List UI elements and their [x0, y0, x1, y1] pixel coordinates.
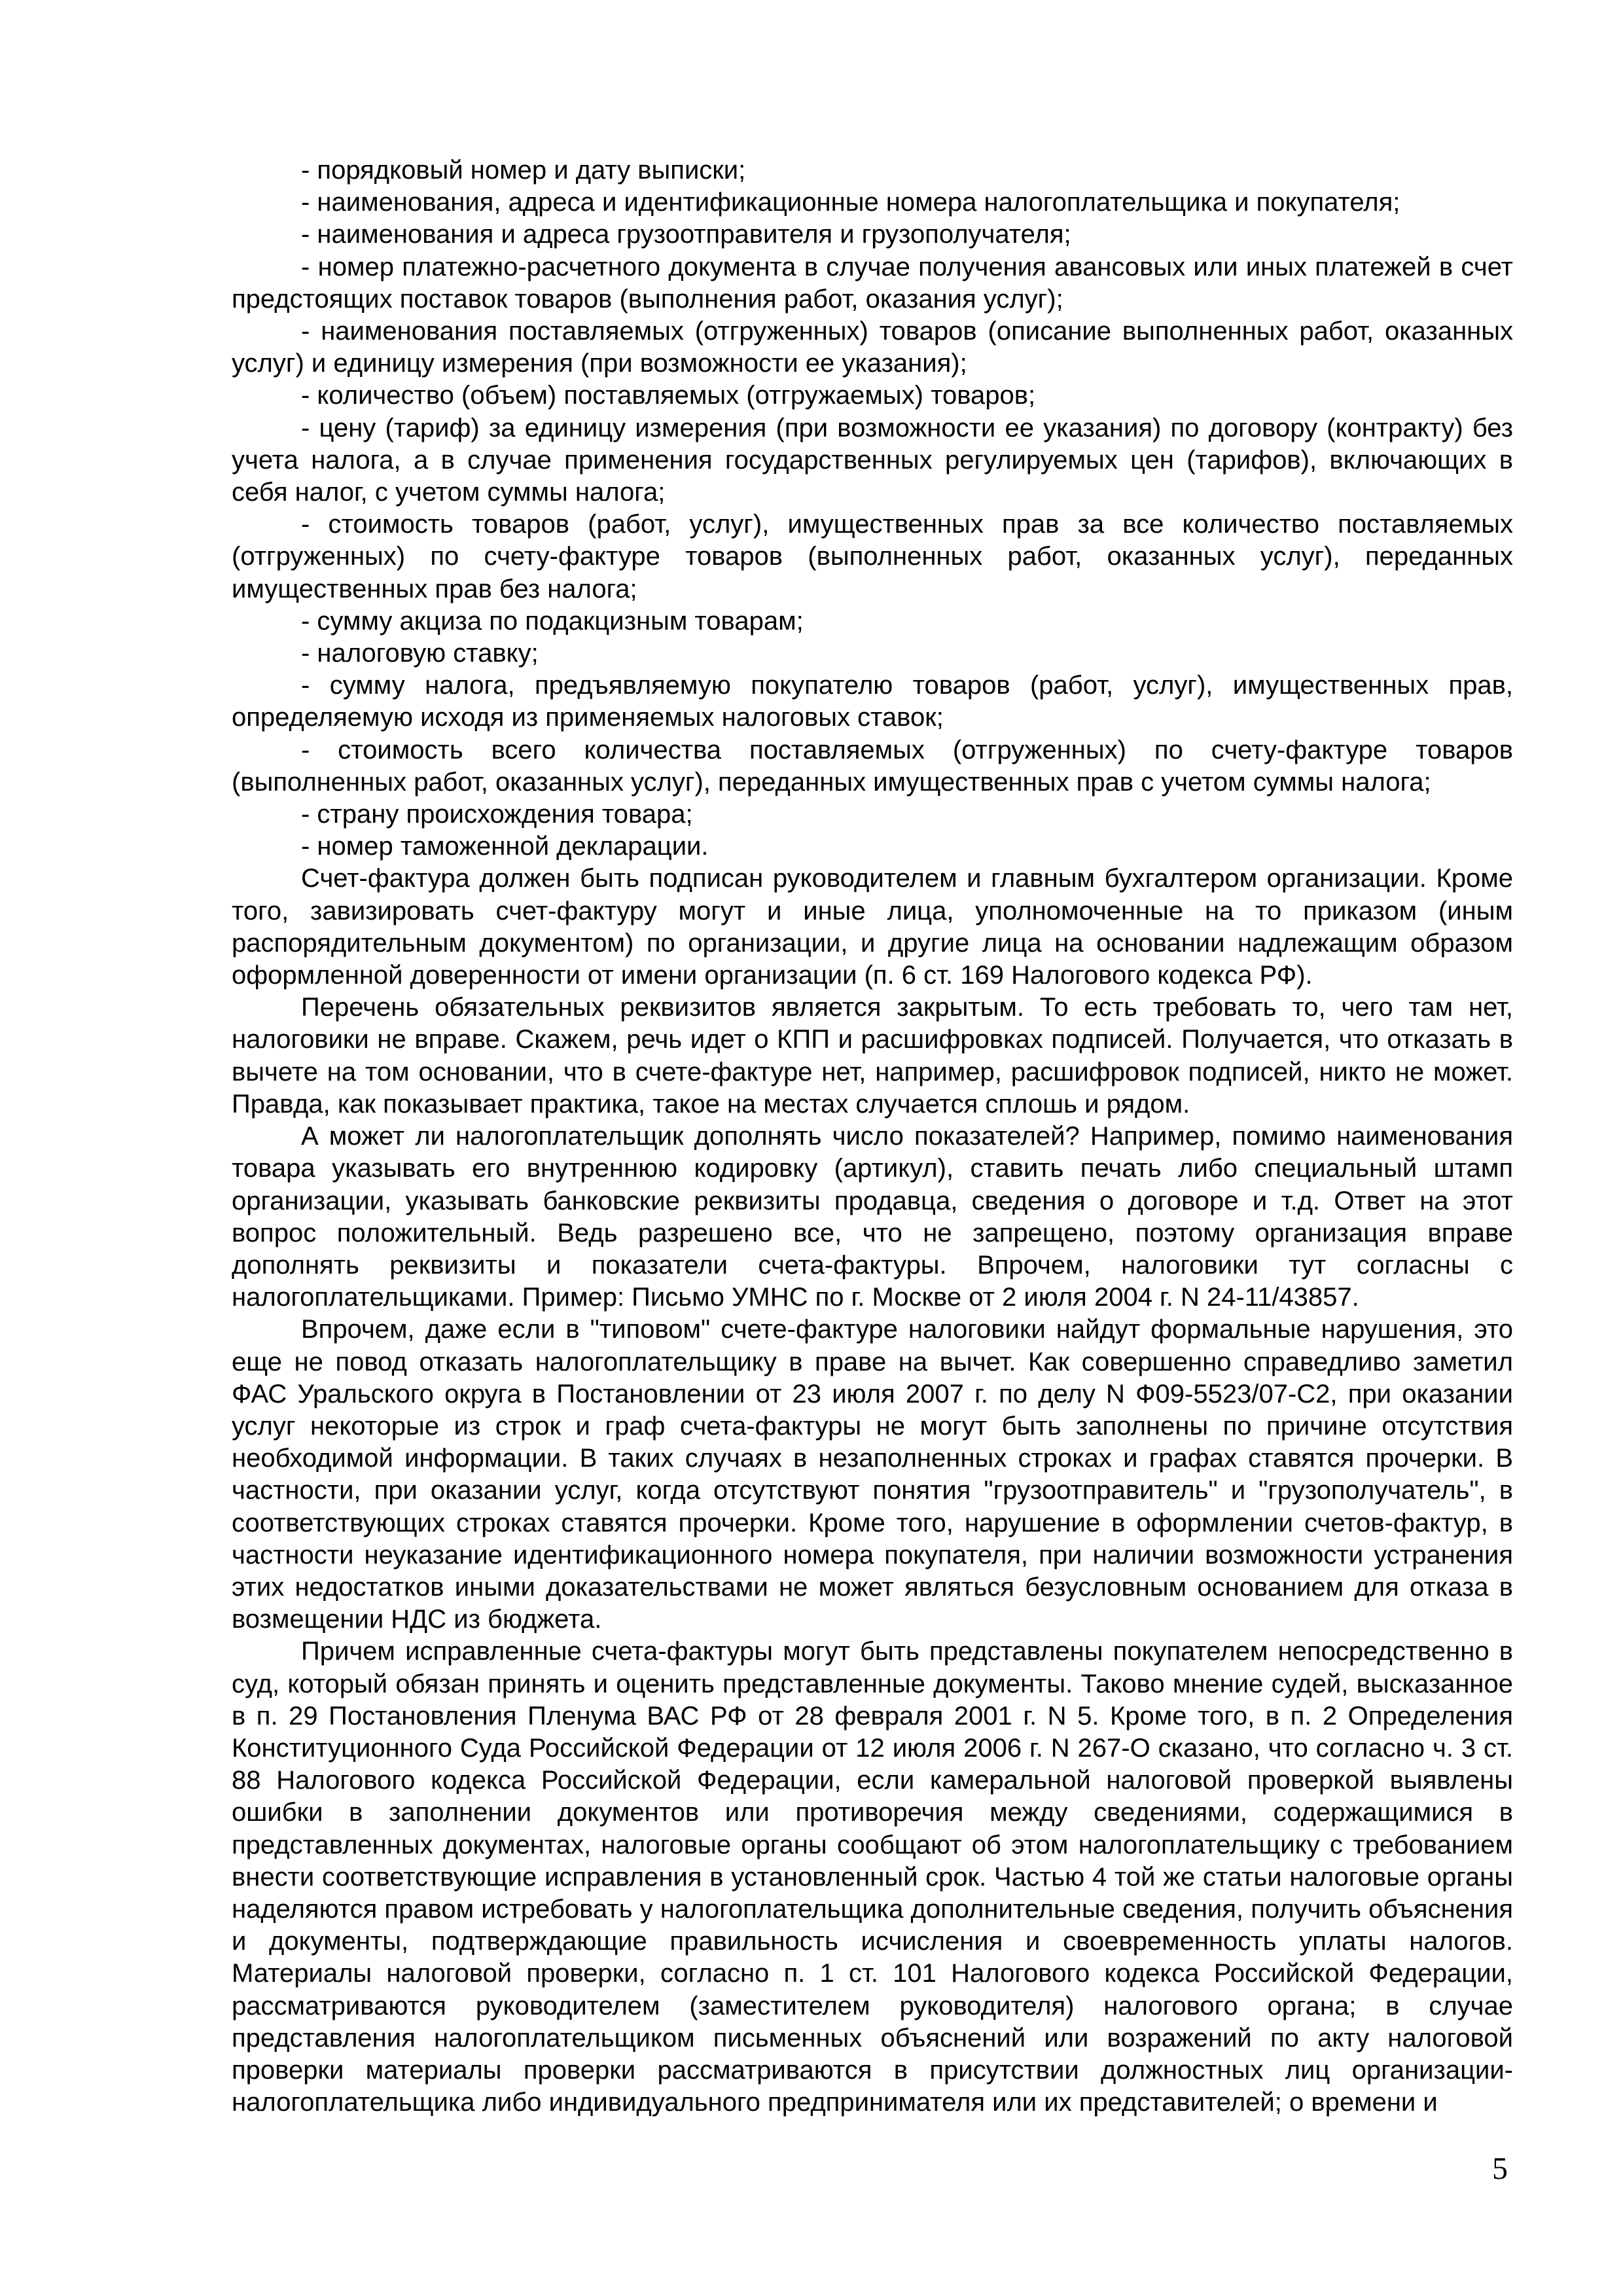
paragraph: - наименования поставляемых (отгруженных) товаров (описание выполненных работ, оказанных услуг) и единицу измерения (при возможности ее указания); [232, 317, 1513, 378]
paragraph: Причем исправленные счета-фактуры могут быть представлены покупателем непосредственно в суд, который обязан принять и оценить представленные документы. Таково мнение судей, высказанное в п. 29 Постановления Пленума ВАС РФ от 28 февраля 2001 г. N 5. Кроме того, в п. 2 Определения Конституционного Суда Российской Федерации от 12 июля 2006 г. N 267-О сказано, что согласно ч. 3 ст. 88 Налогового кодекса Российской Федерации, если камеральной налоговой проверкой выявлены ошибки в заполнении документов или противоречия между сведениями, содержащимися в представленных документах, налоговые органы сообщают об этом налогоплательщику с требованием внести соответствующие исправления в установленный срок. Частью 4 той же статьи налоговые органы наделяются правом истребовать у налогоплательщика дополнительные сведения, получить объяснения и документы, подтверждающие правильность исчисления и своевременность уплаты налогов. Материалы налоговой проверки, согласно п. 1 ст. 101 Налогового кодекса Российской Федерации, рассматриваются руководителем (заместителем руководителя) налогового органа; в случае представления налогоплательщиком письменных объяснений или возражений по акту налоговой проверки материалы проверки рассматриваются в присутствии должностных лиц организации-налогоплательщика либо индивидуального предпринимателя или их представителей; о времени и [232, 1637, 1513, 2117]
paragraph: - стоимость товаров (работ, услуг), имущественных прав за все количество поставляемых (отгруженных) по счету-фактуре товаров (выполненных работ, оказанных услуг), переданных имущественных прав без налога; [232, 510, 1513, 603]
paragraph: Перечень обязательных реквизитов является закрытым. То есть требовать то, чего там нет, налоговики не вправе. Скажем, речь идет о КПП и расшифровках подписей. Получается, что отказать в вычете на том основании, что в счете-фактуре нет, например, расшифровок подписей, никто не может. Правда, как показывает практика, такое на местах случается сплошь и рядом. [232, 993, 1513, 1119]
paragraph: - стоимость всего количества поставляемых (отгруженных) по счету-фактуре товаров (выполненных работ, оказанных услуг), переданных имущественных прав с учетом суммы налога; [232, 735, 1513, 797]
paragraph: - количество (объем) поставляемых (отгружаемых) товаров; [301, 381, 1036, 410]
paragraph: - номер платежно-расчетного документа в случае получения авансовых или иных платежей в счет предстоящих поставок товаров (выполнения работ, оказания услуг); [232, 252, 1513, 314]
document-body [232, 154, 1513, 2119]
paragraph: А может ли налогоплательщик дополнять число показателей? Например, помимо наименования товара указывать его внутреннюю кодировку (артикул), ставить печать либо специальный штамп организации, указывать банковские реквизиты продавца, сведения о договоре и т.д. Ответ на этот вопрос положительный. Ведь разрешено все, что не запрещено, поэтому организация вправе дополнять реквизиты и показатели счета-фактуры. Впрочем, налоговики тут согласны с налогоплательщиками. Пример: Письмо УМНС по г. Москве от 2 июля 2004 г. N 24-11/43857. [232, 1122, 1513, 1312]
paragraph: - наименования и адреса грузоотправителя и грузополучателя; [301, 220, 1071, 249]
page-number: 5 [1492, 2151, 1508, 2186]
paragraph: - налоговую ставку; [301, 639, 539, 668]
paragraph: - порядковый номер и дату выписки; [301, 156, 746, 185]
paragraph: - сумму акциза по подакцизным товарам; [301, 606, 804, 636]
paragraph: - страну происхождения товара; [301, 800, 693, 829]
paragraph: - сумму налога, предъявляемую покупателю товаров (работ, услуг), имущественных прав, определяемую исходя из применяемых налоговых ставок; [232, 671, 1513, 732]
paragraph: - номер таможенной декларации. [301, 832, 709, 861]
paragraph: Впрочем, даже если в "типовом" счете-фактуре налоговики найдут формальные нарушения, это еще не повод отказать налогоплательщику в праве на вычет. Как совершенно справедливо заметил ФАС Уральского округа в Постановлении от 23 июля 2007 г. по делу N Ф09-5523/07-С2, при оказании услуг некоторые из строк и граф счета-фактуры не могут быть заполнены по причине отсутствия необходимой информации. В таких случаях в незаполненных строках и графах ставятся прочерки. В частности, при оказании услуг, когда отсутствуют понятия "грузоотправитель" и "грузополучатель", в соответствующих строках ставятся прочерки. Кроме того, нарушение в оформлении счетов-фактур, в частности неуказание идентификационного номера покупателя, при наличии возможности устранения этих недостатков иными доказательствами не может являться безусловным основанием для отказа в возмещении НДС из бюджета. [232, 1315, 1513, 1634]
paragraph: - наименования, адреса и идентификационные номера налогоплательщика и покупателя; [301, 188, 1400, 217]
paragraph: - цену (тариф) за единицу измерения (при возможности ее указания) по договору (контракту) без учета налога, а в случае применения государственных регулируемых цен (тарифов), включающих в себя налог, с учетом суммы налога; [232, 413, 1513, 507]
paragraph: Счет-фактура должен быть подписан руководителем и главным бухгалтером организации. Кроме того, завизировать счет-фактуру могут и иные лица, уполномоченные на то приказом (иным распорядительным документом) по организации, и другие лица на основании надлежащим образом оформленной доверенности от имени организации (п. 6 ст. 169 Налогового кодекса РФ). [232, 864, 1513, 990]
